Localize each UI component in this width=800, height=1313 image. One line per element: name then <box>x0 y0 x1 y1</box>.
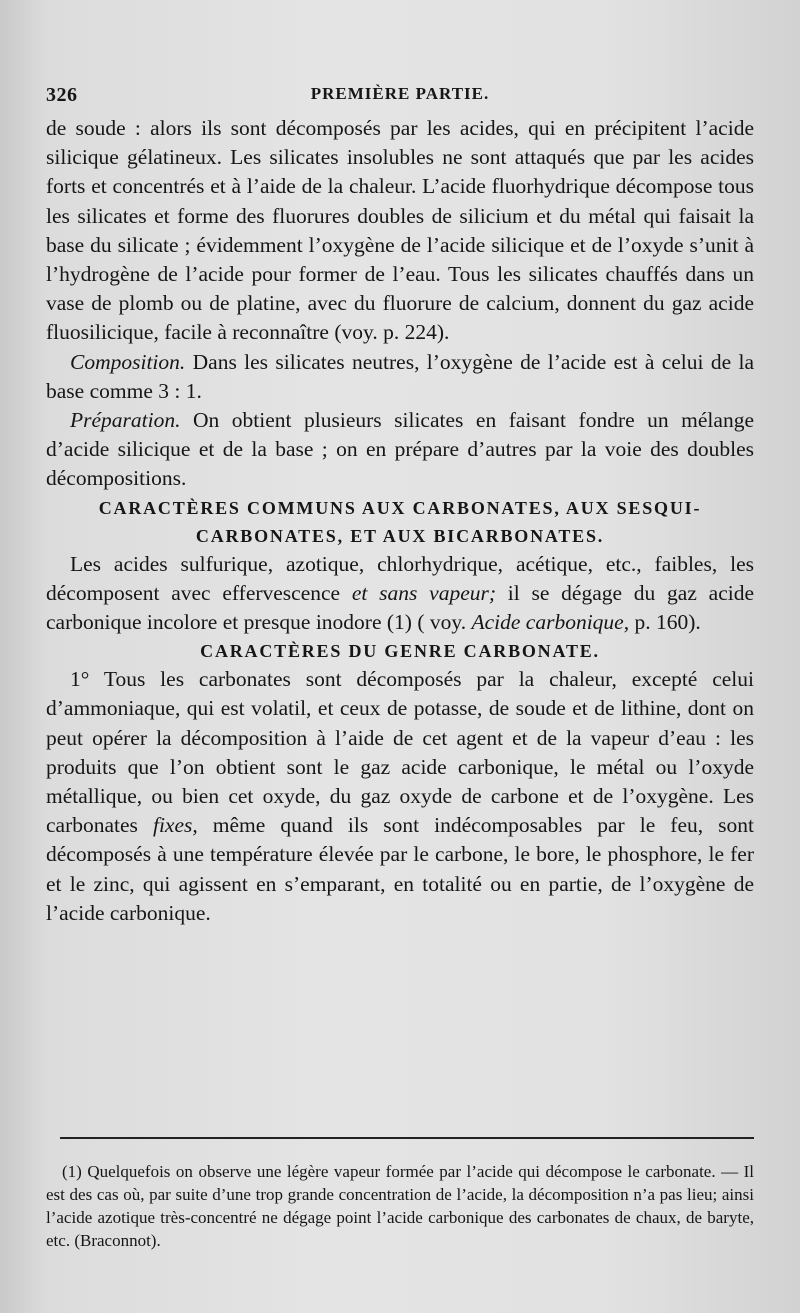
acids-italic-a: et sans vapeur; <box>351 580 497 605</box>
section-heading-carbonates-common: CARACTÈRES COMMUNS AUX CARBONATES, AUX SESQUI-CARBONATES, ET AUX BICARBONATES. <box>98 497 702 546</box>
acids-text-a: Les acides sulfurique, azotique, chlorhydrique, acétique, etc., faibles, les décomposent avec effervescence <box>46 551 754 605</box>
footnote-text: (1) Quelquefois on observe une légère vapeur formée par l’acide qui décompose le carbonate. — Il est des cas où, par suite d’une trop grande concentration de l’acide, la décomposition n’a pas lieu; ainsi l’acide azotique très-concentré ne dégage point l’acide carbonique des carbonates de chaux, de baryte, etc. (Braconnot). <box>46 1162 754 1250</box>
paragraph-composition <box>46 348 754 406</box>
acids-italic-b: Acide carbonique, <box>471 610 630 635</box>
acids-text-c: p. 160). <box>629 610 701 635</box>
preparation-lead: Préparation. <box>70 408 181 433</box>
section-heading-genre-carbonate: CARACTÈRES DU GENRE CARBONATE. <box>200 641 600 662</box>
footnote-divider <box>60 1137 754 1139</box>
acids-text-b: il se dégage du gaz acide carbonique incolore et presque inodore (1) ( voy. <box>46 580 755 635</box>
footnote <box>46 1160 754 1252</box>
heat-text-a: 1° Tous les carbonates sont décomposés par la chaleur, excepté celui d’ammoniaque, qui est volatil, et ceux de potasse, de soude et de lithine, dont on peut opérer la décomposition à l’aide de cet agent et de la vapeur d’eau : les produits que l’on obtient sont le gaz acide carbonique, le métal ou l’oxyde métallique, ou bien cet oxyde, du gaz oxyde de carbone et de l’oxygène. Les carbonates <box>46 667 754 838</box>
paragraph-continuation: de soude : alors ils sont décomposés par les acides, qui en précipitent l’acide silicique gélatineux. Les silicates insolubles ne sont attaqués que par les acides forts et concentrés et à l’aide de la chaleur. L’acide fluorhydrique décompose tous les silicates et forme des fluorures doubles de silicium et du métal qui faisait la base du silicate ; évidemment l’oxygène de l’acide silicique et de l’oxyde s’unit à l’hydrogène de l’acide pour former de l’eau. Tous les silicates chauffés dans un vase de plomb ou de platine, avec du fluorure de calcium, donnent du gaz acide fluosilicique, facile à reconnaître (voy. p. 224). <box>46 116 754 345</box>
composition-text: Dans les silicates neutres, l’oxygène de l’acide est à celui de la base comme 3 : 1. <box>46 349 754 403</box>
running-title: PREMIÈRE PARTIE. <box>310 84 490 103</box>
page-number: 326 <box>46 84 78 106</box>
heat-italic-a: fixes, <box>152 813 198 838</box>
heat-text-b: même quand ils sont indécomposables par le feu, sont décomposés à une température élevée par le carbone, le bore, le phosphore, le fer et le zinc, qui agissent en s’emparant, en totalité ou en partie, de l’oxygène de l’acide carbonique. <box>46 813 754 925</box>
paragraph-heat <box>46 665 754 928</box>
running-header <box>46 84 754 114</box>
main-text <box>46 114 754 928</box>
paragraph-acids <box>46 550 754 638</box>
preparation-text: On obtient plusieurs silicates en faisant fondre un mélange d’acide silicique et de la base ; on en prépare d’autres par la voie des doubles décompositions. <box>46 408 754 491</box>
paragraph-preparation <box>46 406 754 494</box>
composition-lead: Composition. <box>70 349 186 374</box>
